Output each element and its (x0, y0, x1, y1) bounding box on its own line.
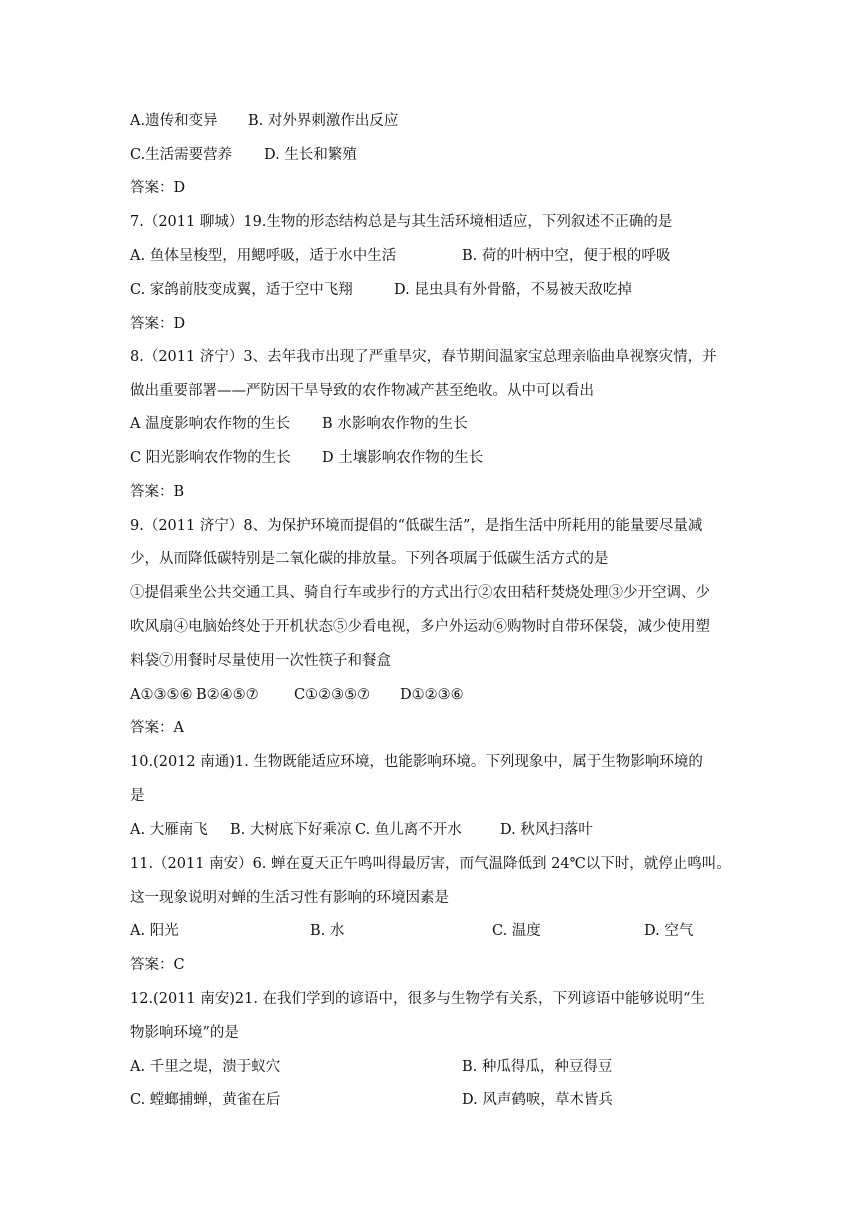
option-text: C.生活需要营养 (130, 147, 233, 163)
option-text: A. 千里之堤，溃于蚁穴 (130, 1059, 281, 1075)
answer-line: 答案：D (130, 180, 186, 196)
option-text: C. 家鸽前肢变成翼，适于空中飞翔 (130, 282, 353, 298)
option-text: D. 空气 (644, 923, 694, 939)
text-line: 9.（2011 济宁）8、为保护环境而提倡的“低碳生活”，是指生活中所耗用的能量要尽量减 (130, 518, 703, 534)
option-text: D. 秋风扫落叶 (500, 822, 593, 838)
option-text: B 水影响农作物的生长 (322, 416, 468, 432)
option-text: D①②③⑥ (400, 687, 464, 703)
option-text: B. 对外界刺激作出反应 (248, 113, 399, 129)
option-text: D 土壤影响农作物的生长 (322, 450, 484, 466)
option-text: D. 风声鹤唳，草木皆兵 (462, 1092, 613, 1108)
option-text: C 阳光影响农作物的生长 (130, 450, 291, 466)
text-line: 物影响环境”的是 (130, 1025, 239, 1041)
text-line: 少，从而降低碳特别是二氧化碳的排放量。下列各项属于低碳生活方式的是 (130, 551, 609, 567)
option-text: A①③⑤⑥ (130, 687, 193, 703)
text-line: 料袋⑦用餐时尽量使用一次性筷子和餐盒 (130, 653, 391, 669)
answer-line: 答案：C (130, 957, 185, 973)
option-text: D. 生长和繁殖 (264, 147, 357, 163)
option-text: D. 昆虫具有外骨骼，不易被天敌吃掉 (394, 282, 632, 298)
answer-line: 答案：B (130, 484, 185, 500)
option-text: A. 大雁南飞 (130, 822, 208, 838)
text-line: 这一现象说明对蝉的生活习性有影响的环境因素是 (130, 890, 449, 906)
option-text: B. 种瓜得瓜，种豆得豆 (462, 1059, 613, 1075)
text-line: 12.(2011 南安)21. 在我们学到的谚语中，很多与生物学有关系，下列谚语中能够说明“生 (130, 991, 705, 1007)
option-text: C. 温度 (492, 923, 541, 939)
text-line: 是 (130, 788, 145, 804)
text-line: 吹风扇④电脑始终处于开机状态⑤少看电视，多户外运动⑥购物时自带环保袋，减少使用塑 (130, 619, 710, 635)
answer-line: 答案：A (130, 720, 184, 736)
option-text: A. 鱼体呈梭型，用鳃呼吸，适于水中生活 (130, 248, 397, 264)
option-text: C①②③⑤⑦ (294, 687, 371, 703)
text-line: 做出重要部署——严防因干旱导致的农作物减产甚至绝收。从中可以看出 (130, 383, 594, 399)
option-text: B②④⑤⑦ (196, 687, 259, 703)
text-line: 8.（2011 济宁）3、去年我市出现了严重旱灾，春节期间温家宝总理亲临曲阜视察灾情，并 (130, 349, 717, 365)
option-text: B. 大树底下好乘凉 (230, 822, 352, 838)
option-text: A 温度影响农作物的生长 (130, 416, 291, 432)
option-text: B. 水 (310, 923, 345, 939)
text-line: 7.（2011 聊城）19.生物的形态结构总是与其生活环境相适应，下列叙述不正确的是 (130, 214, 673, 230)
text-line: ①提倡乘坐公共交通工具、骑自行车或步行的方式出行②农田秸秆焚烧处理③少开空调、少 (130, 585, 710, 601)
text-line: 10.(2012 南通)1. 生物既能适应环境，也能影响环境。下列现象中，属于生物影响环境的 (130, 754, 703, 770)
text-line: 11.（2011 南安）6. 蝉在夏天正午鸣叫得最厉害，而气温降低到 24℃以下时，就停止鸣叫。 (130, 856, 731, 872)
option-text: C. 鱼儿离不开水 (355, 822, 462, 838)
answer-line: 答案：D (130, 316, 186, 332)
option-text: B. 荷的叶柄中空，便于根的呼吸 (462, 248, 671, 264)
option-text: A. 阳光 (130, 923, 179, 939)
option-text: A.遗传和变异 (130, 113, 218, 129)
option-text: C. 螳螂捕蝉，黄雀在后 (130, 1092, 281, 1108)
